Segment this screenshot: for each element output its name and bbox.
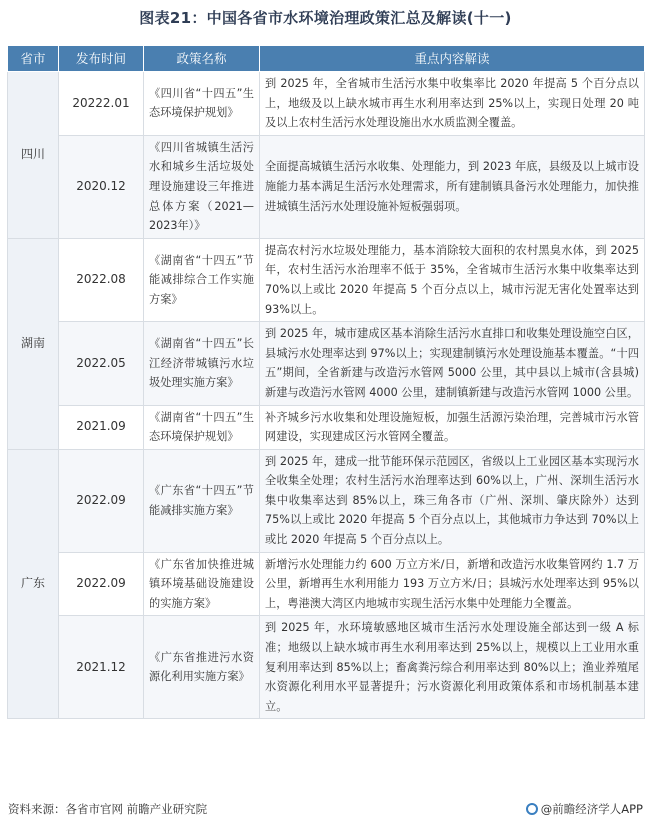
- content-cell: 到 2025 年，水环境敏感地区城市生活污水处理设施全部达到一级 A 标准；地级以上缺水城市再生水利用率达到 25%以上，规模以上工业用水重复利用率达到 85%以上；畜禽粪污综合利用率达到 80%以上；渔业养殖尾水资源化利用水平显著提升；污水资源化利用政策体系和市场机制基本建立。: [260, 616, 645, 719]
- date-cell: 2022.05: [59, 322, 144, 405]
- table-row: [8, 238, 645, 321]
- table-header-row: [8, 46, 645, 72]
- date-cell: 20222.01: [59, 72, 144, 136]
- content-cell: 到 2025 年，全省城市生活污水集中收集率比 2020 年提高 5 个百分点以上，地级及以上缺水城市再生水利用率达到 25%以上，实现日处理 20 吨及以上农村生活污水处理设施出水水质监测全覆盖。: [260, 72, 645, 136]
- province-cell: 广东: [8, 449, 59, 719]
- source-note: 资料来源：各省市官网 前瞻产业研究院: [8, 802, 208, 816]
- table-row: [8, 405, 645, 449]
- table-row: [8, 322, 645, 405]
- date-cell: 2021.12: [59, 616, 144, 719]
- province-cell: 湖南: [8, 238, 59, 449]
- content-cell: 到 2025 年，建成一批节能环保示范园区，省级以上工业园区基本实现污水全收集全处理；农村生活污水治理率达到 60%以上，广州、深圳生活污水集中收集率达到 85%以上，珠三角各市（广州、深圳、肇庆除外）达到 75%以上或比 2020 年提高 5 个百分点以上，其他城市力争达到 70%以上或比 2020 年提高 5 个百分点以上。: [260, 449, 645, 552]
- brand-logo-icon: [526, 803, 538, 815]
- table-row: [8, 449, 645, 552]
- policy-name-cell: 《湖南省“十四五”生态环境保护规划》: [144, 405, 260, 449]
- policy-name-cell: 《四川省城镇生活污水和城乡生活垃圾处理设施建设三年推进总体方案（2021—2023年）》: [144, 135, 260, 238]
- date-cell: 2022.09: [59, 449, 144, 552]
- table-row: [8, 552, 645, 616]
- policy-name-cell: 《四川省“十四五”生态环境保护规划》: [144, 72, 260, 136]
- header-key-content: 重点内容解读: [260, 46, 645, 72]
- header-policy-name: 政策名称: [144, 46, 260, 72]
- policy-name-cell: 《湖南省“十四五”节能减排综合工作实施方案》: [144, 238, 260, 321]
- table-row: [8, 135, 645, 238]
- brand-credit: [526, 799, 643, 819]
- policy-table: [7, 45, 645, 719]
- content-cell: 新增污水处理能力约 600 万立方米/日，新增和改造污水收集管网约 1.7 万公里，新增再生水利用能力 193 万立方米/日；县城污水处理率达到 95%以上，粤港澳大湾区内地城市实现生活污水集中处理能力全覆盖。: [260, 552, 645, 616]
- date-cell: 2022.08: [59, 238, 144, 321]
- content-cell: 全面提高城镇生活污水收集、处理能力，到 2023 年底，县级及以上城市设施能力基本满足生活污水处理需求，所有建制镇具备污水处理能力，加快推进城镇生活污水处理设施补短板强弱项。: [260, 135, 645, 238]
- date-cell: 2021.09: [59, 405, 144, 449]
- content-cell: 补齐城乡污水收集和处理设施短板，加强生活源污染治理，完善城市污水管网建设，实现建成区污水管网全覆盖。: [260, 405, 645, 449]
- table-row: [8, 72, 645, 136]
- date-cell: 2020.12: [59, 135, 144, 238]
- header-date: 发布时间: [59, 46, 144, 72]
- table-row: [8, 616, 645, 719]
- policy-name-cell: 《广东省推进污水资源化利用实施方案》: [144, 616, 260, 719]
- chart-title: 图表21：中国各省市水环境治理政策汇总及解读(十一): [139, 9, 512, 27]
- policy-name-cell: 《湖南省“十四五”长江经济带城镇污水垃圾处理实施方案》: [144, 322, 260, 405]
- content-cell: 提高农村污水垃圾处理能力，基本消除较大面积的农村黑臭水体，到 2025 年，农村生活污水治理率不低于 35%，全省城市生活污水集中收集率达到 70%以上或比 2020 年提高 5 个百分点以上，城市污泥无害化处置率达到 93%以上。: [260, 238, 645, 321]
- policy-name-cell: 《广东省加快推进城镇环境基础设施建设的实施方案》: [144, 552, 260, 616]
- province-cell: 四川: [8, 72, 59, 239]
- brand-credit-label: @前瞻经济学人APP: [540, 802, 643, 816]
- header-province: 省市: [8, 46, 59, 72]
- date-cell: 2022.09: [59, 552, 144, 616]
- policy-name-cell: 《广东省“十四五”节能减排实施方案》: [144, 449, 260, 552]
- content-cell: 到 2025 年，城市建成区基本消除生活污水直排口和收集处理设施空白区，县城污水处理率达到 97%以上；实现建制镇污水处理设施基本覆盖。“十四五”期间，全省新建与改造污水管网 5000 公里，其中县以上城市(含县城)新建与改造污水管网 4000 公里，建制镇新建与改造污水管网 1000 公里。: [260, 322, 645, 405]
